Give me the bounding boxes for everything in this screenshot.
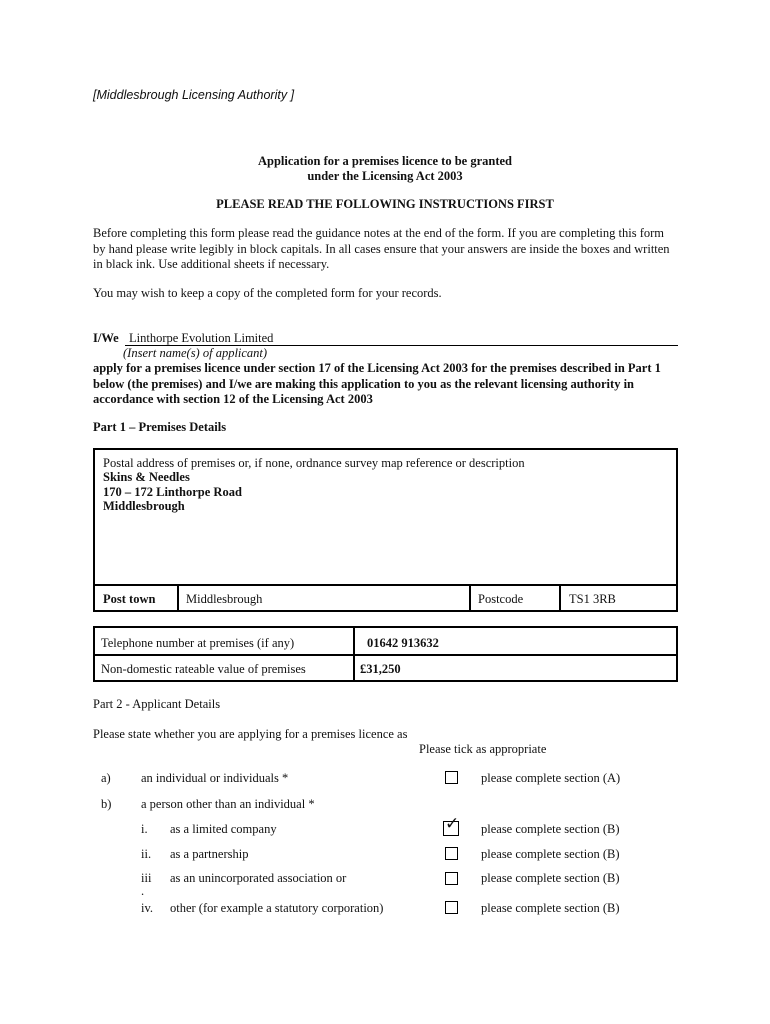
sub-option-iii-marker: iii [141,871,152,885]
address-line-3[interactable]: Middlesbrough [103,499,185,513]
option-a-note: please complete section (A) [481,771,621,785]
sub-option-ii-label: as a partnership [170,847,249,861]
form-title-line-2: under the Licensing Act 2003 [307,169,463,183]
keep-copy-paragraph: You may wish to keep a copy of the completed form for your records. [93,286,442,300]
telephone-rateable-box [93,626,678,682]
address-line-1[interactable]: Skins & Needles [103,470,190,484]
limited-company-checkbox[interactable] [443,814,460,836]
applicant-hint: (Insert name(s) of applicant) [123,346,268,360]
applicant-label: I/We [93,331,119,345]
instructions-paragraph: Before completing this form please read the guidance notes at the end of the form. If you are completing this form by hand please write legibly in block capitals. In all cases ensure that your answers are inside the boxes and written in black ink. Use additional sheets if necessary. [93,226,670,271]
sub-option-ii-marker: ii. [141,847,152,861]
sub-option-iv-label: other (for example a statutory corporation) [170,901,384,915]
postcode-col-divider-2 [559,584,561,610]
sub-option-i-label: as a limited company [170,822,277,836]
post-town-col-divider [177,584,179,610]
rateable-field[interactable]: £31,250 [360,662,401,676]
address-line-2[interactable]: 170 – 172 Linthorpe Road [103,485,242,499]
option-a-marker: a) [101,771,111,785]
authority-header: [Middlesbrough Licensing Authority ] [93,88,295,102]
post-town-row-divider [95,584,676,586]
sub-option-i-marker: i. [141,822,148,836]
applicant-name-field[interactable]: Linthorpe Evolution Limited [129,331,274,345]
telephone-field[interactable]: 01642 913632 [367,636,439,650]
post-town-label: Post town [103,592,156,606]
sub-option-i-note: please complete section (B) [481,822,620,836]
premises-address-box [93,448,678,612]
sub-option-iv-note: please complete section (B) [481,901,620,915]
sub-option-iii-note: please complete section (B) [481,871,620,885]
postcode-label: Postcode [478,592,524,606]
post-town-field[interactable]: Middlesbrough [186,592,263,606]
instructions-heading: PLEASE READ THE FOLLOWING INSTRUCTIONS FIRST [216,197,554,211]
option-a-label: an individual or individuals * [141,771,289,785]
postcode-col-divider-1 [469,584,471,610]
form-title-line-1: Application for a premises licence to be granted [257,154,513,168]
part2-question: Please state whether you are applying for a premises licence as [93,727,408,741]
checkmark-icon: ✓ [445,814,460,834]
option-a-checkbox[interactable] [445,771,458,784]
telephone-col-divider [353,628,355,680]
option-b-label: a person other than an individual * [141,797,315,811]
option-b-marker: b) [101,797,112,811]
tick-hint: Please tick as appropriate [419,742,547,756]
sub-option-iv-marker: iv. [141,901,154,915]
other-statutory-checkbox[interactable] [445,901,458,914]
sub-option-iii-label: as an unincorporated association or [170,871,347,885]
unincorporated-association-checkbox[interactable] [445,872,458,885]
apply-paragraph: apply for a premises licence under section 17 of the Licensing Act 2003 for the premises described in Part 1 below (the premises) and I/we are making this application to you as the relevant licensing authority in accordance with section 12 of the Licensing Act 2003 [93,361,661,406]
postcode-field[interactable]: TS1 3RB [569,592,616,606]
partnership-checkbox[interactable] [445,847,458,860]
telephone-label: Telephone number at premises (if any) [101,636,295,650]
telephone-row-divider [95,654,676,656]
part2-heading: Part 2 - Applicant Details [93,697,221,711]
sub-option-iii-marker-dot: . [141,884,145,898]
sub-option-ii-note: please complete section (B) [481,847,620,861]
part1-heading: Part 1 – Premises Details [93,420,227,434]
rateable-label: Non-domestic rateable value of premises [101,662,306,676]
address-label: Postal address of premises or, if none, ordnance survey map reference or description [103,456,525,470]
